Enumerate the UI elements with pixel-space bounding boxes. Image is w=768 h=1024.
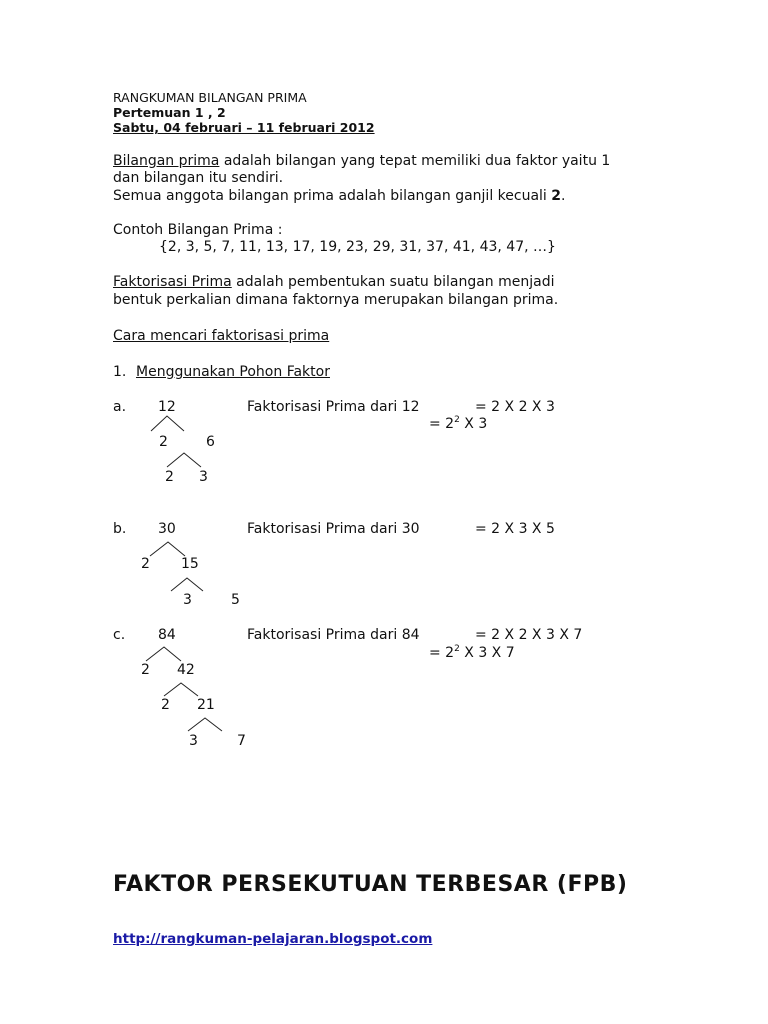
tree-c-branch-3 [188,718,222,731]
example-a-number: 12 [158,399,176,415]
footer-link[interactable]: http://rangkuman-pelajaran.blogspot.com [113,931,433,947]
example-a-result-2-base: = 2 [429,416,455,432]
meeting-line: Pertemuan 1 , 2 [113,105,226,120]
date-line: Sabtu, 04 februari – 11 februari 2012 [113,120,375,135]
example-a-letter: a. [113,399,127,415]
example-c-result-2-rest: X 3 X 7 [459,645,515,661]
example-a-result-1: = 2 X 2 X 3 [475,399,555,415]
example-c-desc: Faktorisasi Prima dari 84 [247,627,420,643]
tree-b-node-5: 5 [231,592,240,608]
definition-period: . [561,188,566,204]
tree-a-node-2: 2 [159,434,168,450]
tree-a-node-2b: 2 [165,469,174,485]
tree-c-node-2b: 2 [161,697,170,713]
tree-b-branch-1 [150,542,185,556]
tree-b-node-15: 15 [181,556,199,572]
section-title-fpb: FAKTOR PERSEKUTUAN TERBESAR (FPB) [113,872,628,897]
example-c-result-2-exponent: 2 [454,644,460,654]
example-c-result-1: = 2 X 2 X 3 X 7 [475,627,583,643]
example-c-letter: c. [113,627,126,643]
example-b-letter: b. [113,521,127,537]
example-b-desc: Faktorisasi Prima dari 30 [247,521,420,537]
tree-b-node-2: 2 [141,556,150,572]
tree-c-node-42: 42 [177,662,195,678]
example-a-result-2 [429,416,487,433]
tree-a-node-3: 3 [199,469,208,485]
term-faktorisasi-prima: Faktorisasi Prima [113,274,232,290]
definition-line-3 [113,188,565,205]
definition-line-2: dan bilangan itu sendiri. [113,170,284,186]
method-heading: Cara mencari faktorisasi prima [113,328,330,344]
tree-a-node-6: 6 [206,434,215,450]
definition-text-3: Semua anggota bilangan prima adalah bilangan ganjil kecuali [113,188,552,204]
factorization-line-1 [113,274,555,291]
tree-b-node-3: 3 [183,592,192,608]
example-a-result-2-exponent: 2 [454,415,460,425]
definition-text-1: adalah bilangan yang tepat memiliki dua faktor yaitu 1 [219,153,611,169]
factorization-line-2: bentuk perkalian dimana faktornya merupakan bilangan prima. [113,292,559,308]
example-a-result-2-rest: X 3 [459,416,488,432]
tree-a-branch-2 [167,453,201,467]
tree-c-branch-2 [164,683,198,696]
tree-c-node-21: 21 [197,697,215,713]
step-number: 1. [113,364,127,380]
example-c-result-2 [429,645,515,662]
example-c-result-2-base: = 2 [429,645,455,661]
example-b-number: 30 [158,521,176,537]
examples-label: Contoh Bilangan Prima : [113,222,283,238]
term-bilangan-prima: Bilangan prima [113,153,220,169]
doc-title: RANGKUMAN BILANGAN PRIMA [113,90,307,105]
tree-b-branch-2 [171,578,203,591]
tree-c-node-7: 7 [237,733,246,749]
example-c-number: 84 [158,627,176,643]
tree-c-branch-1 [146,647,181,661]
tree-c-node-3: 3 [189,733,198,749]
example-b-result-1: = 2 X 3 X 5 [475,521,555,537]
tree-a-branch-1 [151,416,184,431]
tree-c-node-2: 2 [141,662,150,678]
step-label: Menggunakan Pohon Faktor [136,364,330,380]
factorization-text-1: adalah pembentukan suatu bilangan menjadi [231,274,555,290]
definition-exception: 2 [551,188,562,204]
definition-line-1 [113,153,610,170]
example-a-desc: Faktorisasi Prima dari 12 [247,399,420,415]
examples-list: {2, 3, 5, 7, 11, 13, 17, 19, 23, 29, 31, 37, 41, 43, 47, …} [159,239,556,255]
